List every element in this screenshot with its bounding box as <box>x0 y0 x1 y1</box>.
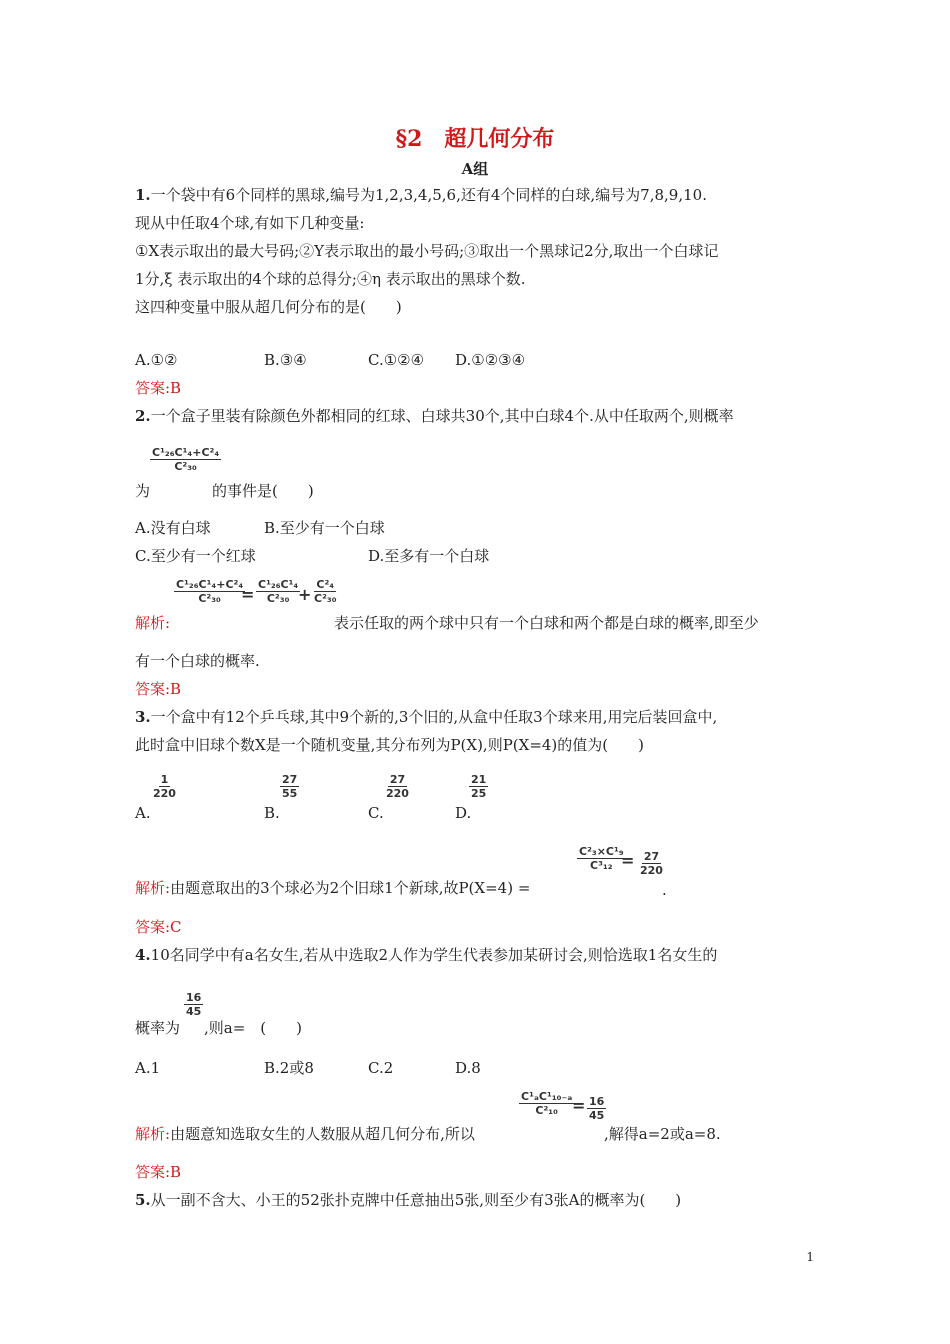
q3-option-d-numerator: 21 <box>471 773 487 786</box>
q3-answer: 答案:C <box>135 918 182 936</box>
q3-option-b-denominator: 55 <box>282 787 298 800</box>
q3-line-2: 此时盒中旧球个数X是一个随机变量,其分布列为P(X),则P(X=4)的值为( ) <box>135 736 644 754</box>
q1-line-3: ①X表示取出的最大号码;②Y表示取出的最小号码;③取出一个黑球记2分,取出一个白球记 <box>135 242 719 260</box>
q1-line-2: 现从中任取4个球,有如下几种变量: <box>135 214 365 232</box>
q2-fraction-denominator: C²₃₀ <box>174 460 197 473</box>
q4-jx-line <box>135 1124 475 1144</box>
q4-text-1: 10名同学中有a名女生,若从中选取2人作为学生代表参加某研讨会,则恰选取1名女生的 <box>150 946 718 964</box>
q3-jx-period: . <box>662 881 667 899</box>
q2-option-d: D.至多有一个白球 <box>368 547 490 565</box>
q3-option-c-label: C. <box>368 804 384 822</box>
q1-text-1: 一个袋中有6个同样的黑球,编号为1,2,3,4,5,6,还有4个同样的白球,编号为7,8,9,10. <box>150 186 707 204</box>
q4-jx-numerator: C¹ₐC¹₁₀₋ₐ <box>521 1090 573 1103</box>
q3-option-a-denominator: 220 <box>153 787 176 800</box>
q2-line-1 <box>135 406 734 426</box>
q4-jx-result-numerator: 16 <box>589 1095 605 1108</box>
q4-fraction-numerator: 16 <box>186 991 202 1004</box>
q2-jx-b-numerator: C²₄ <box>316 578 335 591</box>
q3-jx-text: 由题意取出的3个球必为2个旧球1个新球,故P(X=4) = <box>170 879 531 897</box>
q3-jx-equals: = <box>621 851 635 870</box>
q2-text-1: 一个盒子里装有除颜色外都相同的红球、白球共30个,其中白球4个.从中任取两个,则概率 <box>150 407 734 425</box>
q4-option-a: A.1 <box>135 1059 161 1077</box>
q4-line-1 <box>135 945 717 965</box>
q1-line-1 <box>135 185 707 205</box>
q4-fraction-denominator: 45 <box>186 1005 202 1018</box>
q3-option-a-label: A. <box>135 804 151 822</box>
q2-number: 2. <box>135 407 151 425</box>
q2-jx-equals: = <box>241 585 255 604</box>
q4-jx-label: 解析: <box>135 1125 171 1143</box>
q1-option-b: B.③④ <box>264 351 307 369</box>
q5-line-1 <box>135 1190 681 1210</box>
q2-jx-plus: + <box>298 585 312 604</box>
q2-suffix: 的事件是( ) <box>212 482 314 500</box>
q1-line-4: 1分,ξ 表示取出的4个球的总得分;④η 表示取出的黑球个数. <box>135 270 526 288</box>
q3-option-a-fraction <box>151 773 178 800</box>
q2-option-a: A.没有白球 <box>135 519 211 537</box>
q2-jx-a-numerator: C¹₂₆C¹₄ <box>258 578 299 591</box>
q3-option-d-fraction <box>469 773 488 800</box>
q1-answer: 答案:B <box>135 379 182 397</box>
q3-jx-result-fraction <box>638 850 665 877</box>
q3-option-c-denominator: 220 <box>386 787 409 800</box>
q2-answer: 答案:B <box>135 680 182 698</box>
q2-jx-label: 解析: <box>135 614 171 632</box>
q1-option-d: D.①②③④ <box>455 351 526 369</box>
q1-line-5: 这四种变量中服从超几何分布的是( ) <box>135 298 402 316</box>
q4-jx-denominator: C²₁₀ <box>535 1104 558 1117</box>
q3-jx-numerator: C²₃×C¹₉ <box>579 845 624 858</box>
q3-option-a-numerator: 1 <box>160 773 169 786</box>
q2-fraction-numerator: C¹₂₆C¹₄+C²₄ <box>152 446 220 459</box>
q1-number: 1. <box>135 186 151 204</box>
q4-suffix: ,则a= ( ) <box>204 1019 302 1037</box>
q5-text-1: 从一副不含大、小王的52张扑克牌中任意抽出5张,则至少有3张A的概率为( ) <box>150 1191 682 1209</box>
q3-jx-fraction <box>577 845 626 872</box>
q2-jx-text-2: 有一个白球的概率. <box>135 652 260 670</box>
q2-jx-fraction-a <box>256 578 300 605</box>
q2-jx-lhs-denominator: C²₃₀ <box>198 592 221 605</box>
q2-jx-fraction-b <box>312 578 339 605</box>
q4-jx-conclusion: ,解得a=2或a=8. <box>604 1125 721 1143</box>
q2-prefix: 为 <box>135 482 151 500</box>
q2-probability-fraction <box>150 446 221 473</box>
q2-option-c: C.至少有一个红球 <box>135 547 256 565</box>
page-number: 1 <box>806 1250 814 1264</box>
q3-jx-denominator: C³₁₂ <box>590 859 613 872</box>
q3-jx-label: 解析: <box>135 879 171 897</box>
q4-jx-equals: = <box>572 1096 586 1115</box>
q3-option-d-label: D. <box>455 804 472 822</box>
q4-number: 4. <box>135 946 151 964</box>
q4-option-c: C.2 <box>368 1059 394 1077</box>
section-title: §2 超几何分布 <box>395 126 555 152</box>
q4-jx-result-denominator: 45 <box>589 1109 605 1122</box>
q5-number: 5. <box>135 1191 151 1209</box>
q1-option-c: C.①②④ <box>368 351 425 369</box>
q3-option-c-fraction <box>384 773 411 800</box>
q3-option-b-fraction <box>280 773 299 800</box>
q3-option-b-label: B. <box>264 804 280 822</box>
q4-probability-fraction <box>184 991 203 1018</box>
group-label: A组 <box>461 160 489 178</box>
q3-text-1: 一个盒中有12个乒乓球,其中9个新的,3个旧的,从盒中任取3个球来用,用完后装回盒中, <box>150 708 718 726</box>
q3-option-c-numerator: 27 <box>389 773 406 786</box>
q3-number: 3. <box>135 708 151 726</box>
q2-jx-b-denominator: C²₃₀ <box>314 592 337 605</box>
q2-jx-lhs-numerator: C¹₂₆C¹₄+C²₄ <box>176 578 244 591</box>
q4-jx-fraction <box>519 1090 574 1117</box>
q3-jx-result-numerator: 27 <box>643 850 660 863</box>
q4-prefix: 概率为 <box>135 1019 181 1037</box>
q4-option-d: D.8 <box>455 1059 481 1077</box>
q2-jx-text-1: 表示任取的两个球中只有一个白球和两个都是白球的概率,即至少 <box>334 614 759 632</box>
q3-jx-line <box>135 878 530 898</box>
q4-answer: 答案:B <box>135 1163 182 1181</box>
q3-jx-result-denominator: 220 <box>640 864 663 877</box>
q4-jx-text: 由题意知选取女生的人数服从超几何分布,所以 <box>170 1125 475 1143</box>
q2-jx-a-denominator: C²₃₀ <box>266 592 290 605</box>
q3-line-1 <box>135 707 717 727</box>
q2-jx-fraction-lhs <box>174 578 245 605</box>
q3-option-b-numerator: 27 <box>282 773 298 786</box>
q1-option-a: A.①② <box>135 351 178 369</box>
q4-option-b: B.2或8 <box>264 1059 314 1077</box>
q2-option-b: B.至少有一个白球 <box>264 519 385 537</box>
q4-jx-result-fraction <box>587 1095 606 1122</box>
q3-option-d-denominator: 25 <box>471 787 487 800</box>
